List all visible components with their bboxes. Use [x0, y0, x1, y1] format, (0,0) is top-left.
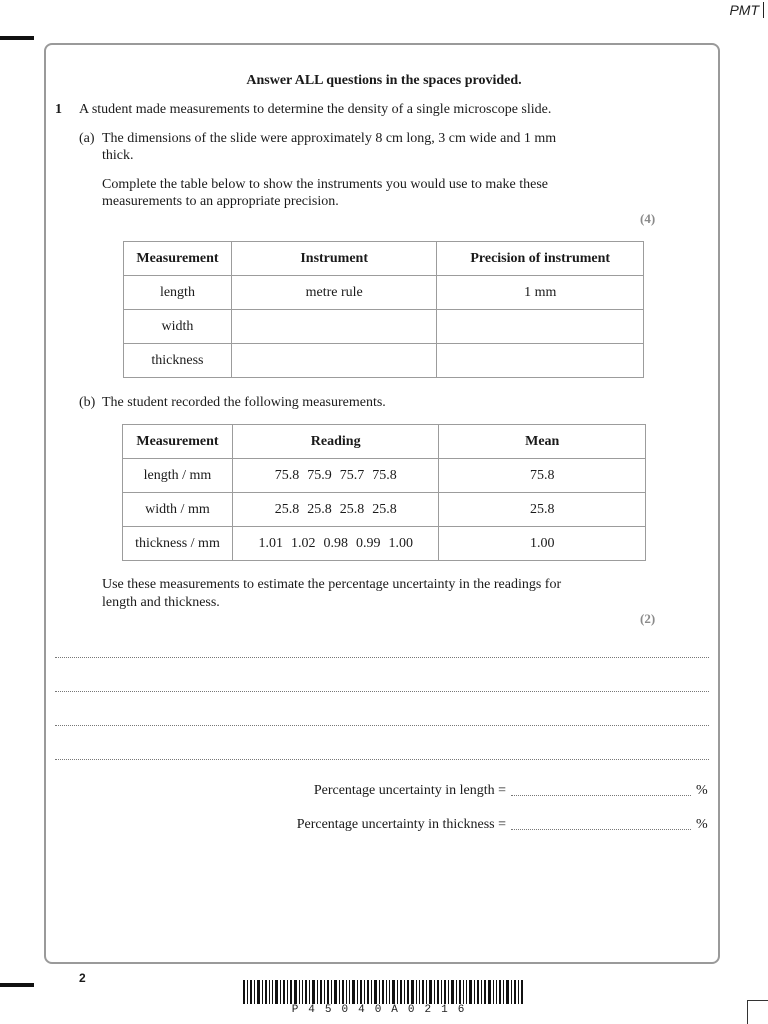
- instrument-table: [123, 241, 644, 378]
- mean-cell: 25.8: [439, 493, 646, 527]
- thickness-unit: %: [696, 817, 708, 832]
- registration-bar-top: [0, 36, 34, 40]
- table-header-cell: Measurement: [123, 425, 233, 459]
- readings-cell: [232, 459, 439, 493]
- reading-value: 1.00: [388, 535, 413, 551]
- part-b-marks: (2): [640, 611, 656, 626]
- reading-value: 25.8: [274, 501, 300, 517]
- table-header-cell: Mean: [439, 425, 646, 459]
- length-uncertainty-answer[interactable]: [511, 795, 691, 796]
- barcode-text: P45040A0216: [291, 1004, 475, 1016]
- answer-line[interactable]: [55, 725, 709, 726]
- crop-mark-vertical: [747, 1001, 748, 1024]
- measurement-cell: thickness / mm: [123, 527, 233, 561]
- table-row: [124, 344, 644, 378]
- page-number: 2: [79, 971, 86, 985]
- table-header-cell: Measurement: [124, 242, 232, 276]
- measurement-cell: length / mm: [123, 459, 233, 493]
- barcode: [243, 980, 523, 1004]
- measurement-cell: length: [124, 276, 232, 310]
- reading-value: 75.8: [274, 467, 300, 483]
- table-row: [123, 527, 646, 561]
- part-a-task-line2: measurements to an appropriate precision.: [102, 194, 339, 209]
- reading-value: 75.8: [372, 467, 397, 483]
- measurement-cell: width / mm: [123, 493, 233, 527]
- measurement-cell: thickness: [124, 344, 232, 378]
- measurement-cell: width: [124, 310, 232, 344]
- table-row: [124, 310, 644, 344]
- crop-mark-horizontal: [747, 1000, 768, 1001]
- reading-value: 75.7: [339, 467, 365, 483]
- precision-cell[interactable]: [437, 310, 644, 344]
- reading-value: 25.8: [372, 501, 397, 517]
- readings-table: [122, 424, 646, 561]
- registration-bar-bottom: [0, 983, 34, 987]
- part-b-task-line1: Use these measurements to estimate the percentage uncertainty in the readings for: [102, 577, 562, 592]
- part-a-label: (a): [79, 131, 95, 146]
- instruction-heading: Answer ALL questions in the spaces provided.: [246, 73, 522, 88]
- reading-value: 25.8: [339, 501, 365, 517]
- reading-value: 0.98: [323, 535, 348, 551]
- reading-value: 0.99: [355, 535, 381, 551]
- instrument-cell[interactable]: [231, 344, 437, 378]
- readings-cell: [232, 493, 439, 527]
- precision-cell[interactable]: [437, 344, 644, 378]
- answer-line[interactable]: [55, 759, 709, 760]
- answer-line[interactable]: [55, 657, 709, 658]
- thickness-uncertainty-answer[interactable]: [511, 829, 691, 830]
- reading-value: 1.01: [258, 535, 283, 551]
- length-uncertainty-label: Percentage uncertainty in length =: [313, 783, 506, 798]
- thickness-uncertainty-label: Percentage uncertainty in thickness =: [296, 817, 506, 832]
- part-a-marks: (4): [640, 211, 656, 226]
- table-row: [123, 459, 646, 493]
- table-header-cell: Precision of instrument: [437, 242, 644, 276]
- mean-cell: 1.00: [439, 527, 646, 561]
- part-b-label: (b): [79, 395, 96, 410]
- part-a-text-line2: thick.: [102, 148, 134, 163]
- table-header-cell: Reading: [232, 425, 439, 459]
- mean-cell: 75.8: [439, 459, 646, 493]
- question-number: 1: [55, 102, 62, 117]
- table-header-cell: Instrument: [231, 242, 437, 276]
- length-unit: %: [696, 783, 708, 798]
- question-stem: A student made measurements to determine the density of a single microscope slide.: [79, 102, 552, 117]
- reading-value: 1.02: [290, 535, 316, 551]
- reading-value: 75.9: [307, 467, 332, 483]
- precision-cell[interactable]: 1 mm: [437, 276, 644, 310]
- reading-value: 25.8: [307, 501, 332, 517]
- pmt-watermark: PMT: [729, 2, 764, 18]
- part-b-text: The student recorded the following measurements.: [102, 395, 386, 410]
- readings-cell: [232, 527, 439, 561]
- part-a-text-line1: The dimensions of the slide were approximately 8 cm long, 3 cm wide and 1 mm: [102, 131, 557, 146]
- table-row: [124, 276, 644, 310]
- table-row: [123, 493, 646, 527]
- instrument-cell[interactable]: [231, 310, 437, 344]
- answer-line[interactable]: [55, 691, 709, 692]
- part-b-task-line2: length and thickness.: [102, 595, 220, 610]
- part-a-task-line1: Complete the table below to show the instruments you would use to make these: [102, 177, 548, 192]
- instrument-cell[interactable]: metre rule: [231, 276, 437, 310]
